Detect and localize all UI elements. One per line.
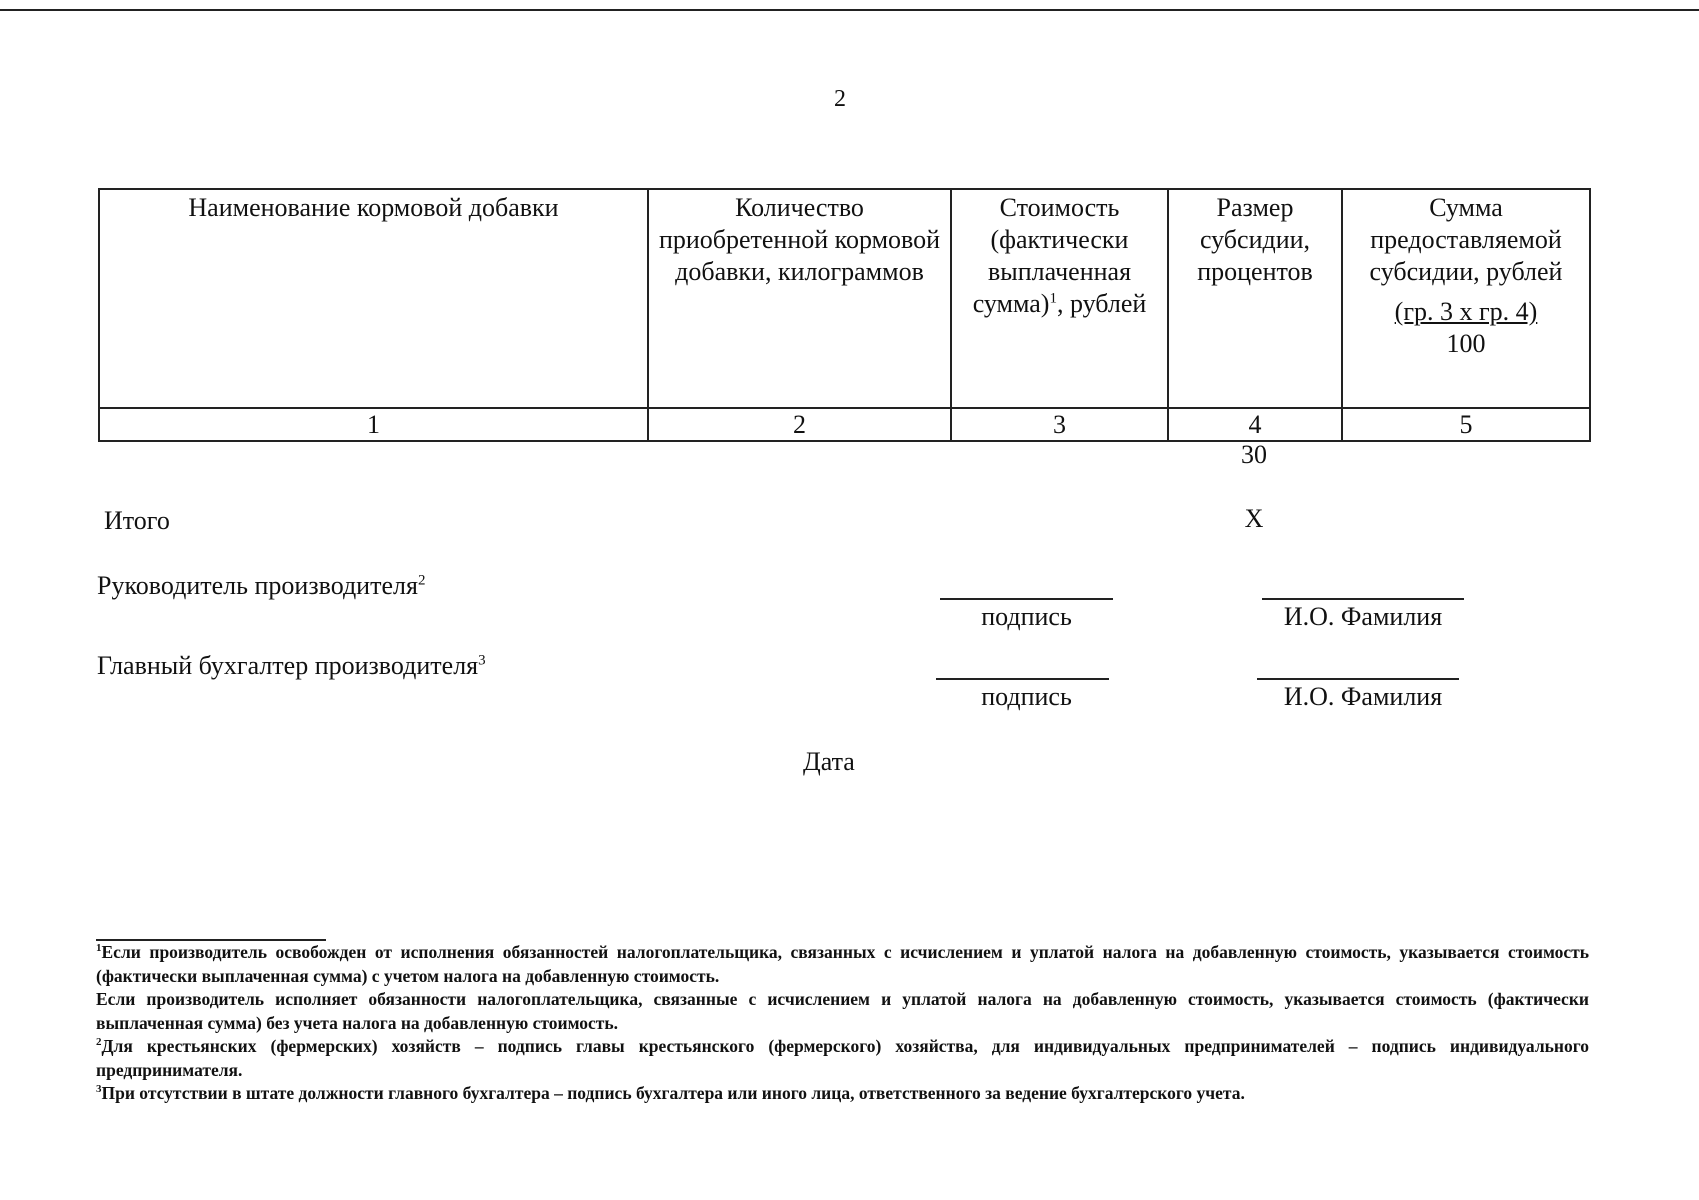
footnote-3-mark: 3 [96,1083,102,1096]
subsidy-table [98,188,1591,442]
header-cost-unit: , рублей [1056,289,1147,318]
header-subsidy-amount-text: Сумма предоставляемой субсидии, рублей [1369,193,1563,286]
total-rate-mark: X [1244,504,1264,533]
footnote-2-mark: 2 [96,1036,102,1049]
accountant-signature-label [97,651,486,681]
accountant-name-line [1257,678,1459,680]
footnote-3 [96,1082,1589,1106]
accountant-signature-label-text: Главный бухгалтер производителя [97,651,479,680]
accountant-signature-line [936,678,1109,680]
head-signature-line [940,598,1113,600]
header-subsidy-rate: Размер субсидии, процентов [1168,189,1342,408]
head-name-line [1262,598,1464,600]
header-cost-text: Стоимость (фактически выплаченная сумма) [972,193,1132,318]
header-subsidy-amount [1342,189,1590,408]
date-label: Дата [803,747,855,776]
accountant-name-caption: И.О. Фамилия [1283,682,1443,711]
footnote-ref-3: 3 [478,652,486,669]
footnote-1-mark: 1 [96,942,102,955]
header-cost [951,189,1168,408]
top-border-line [0,9,1699,11]
head-signature-label [97,571,425,601]
column-number: 1 [99,408,648,441]
footnote-ref-1: 1 [1049,290,1057,307]
footnote-2-text: Для крестьянских (фермерских) хозяйств – подпись главы крестьянского (фермерского) хозяйства, для индивидуальных предпринимателей – подпись индивидуального предпринимателя. [96,1036,1589,1080]
column-number: 5 [1342,408,1590,441]
column-numbers-row [99,408,1590,441]
footnote-2 [96,1035,1589,1082]
footnotes [96,941,1589,1106]
header-quantity: Количество приобретенной кормовой добавки, килограммов [648,189,951,408]
footnote-1-continued: Если производитель исполняет обязанности налогоплательщика, связанные с исчислением и уплатой налога на добавленную стоимость, указывается стоимость (фактически выплаченная сумма) без учета налога на добавленную стоимость. [96,989,1589,1033]
footnote-1 [96,941,1589,988]
header-additive-name: Наименование кормовой добавки [99,189,648,408]
accountant-signature-caption: подпись [981,682,1072,711]
table-header-row [99,189,1590,408]
total-label: Итого [104,506,170,535]
subsidy-rate-value: 30 [1241,440,1267,469]
head-signature-caption: подпись [981,602,1072,631]
formula-denominator: 100 [1446,329,1486,358]
footnote-3-text: При отсутствии в штате должности главного бухгалтера – подпись бухгалтера или иного лица, ответственного за ведение бухгалтерского учета. [101,1083,1245,1103]
head-name-caption: И.О. Фамилия [1283,602,1443,631]
footnote-1-text: Если производитель освобожден от исполнения обязанностей налогоплательщика, связанных с исчислением и уплатой налога на добавленную стоимость, указывается стоимость (фактически выплаченная сумма) с учетом налога на добавленную стоимость. [96,942,1589,986]
column-number: 2 [648,408,951,441]
head-signature-label-text: Руководитель производителя [97,571,418,600]
formula-numerator: (гр. 3 х гр. 4) [1394,297,1538,326]
column-number: 4 [1168,408,1342,441]
page-number: 2 [834,86,846,112]
column-number: 3 [951,408,1168,441]
footnote-ref-2: 2 [417,572,426,589]
